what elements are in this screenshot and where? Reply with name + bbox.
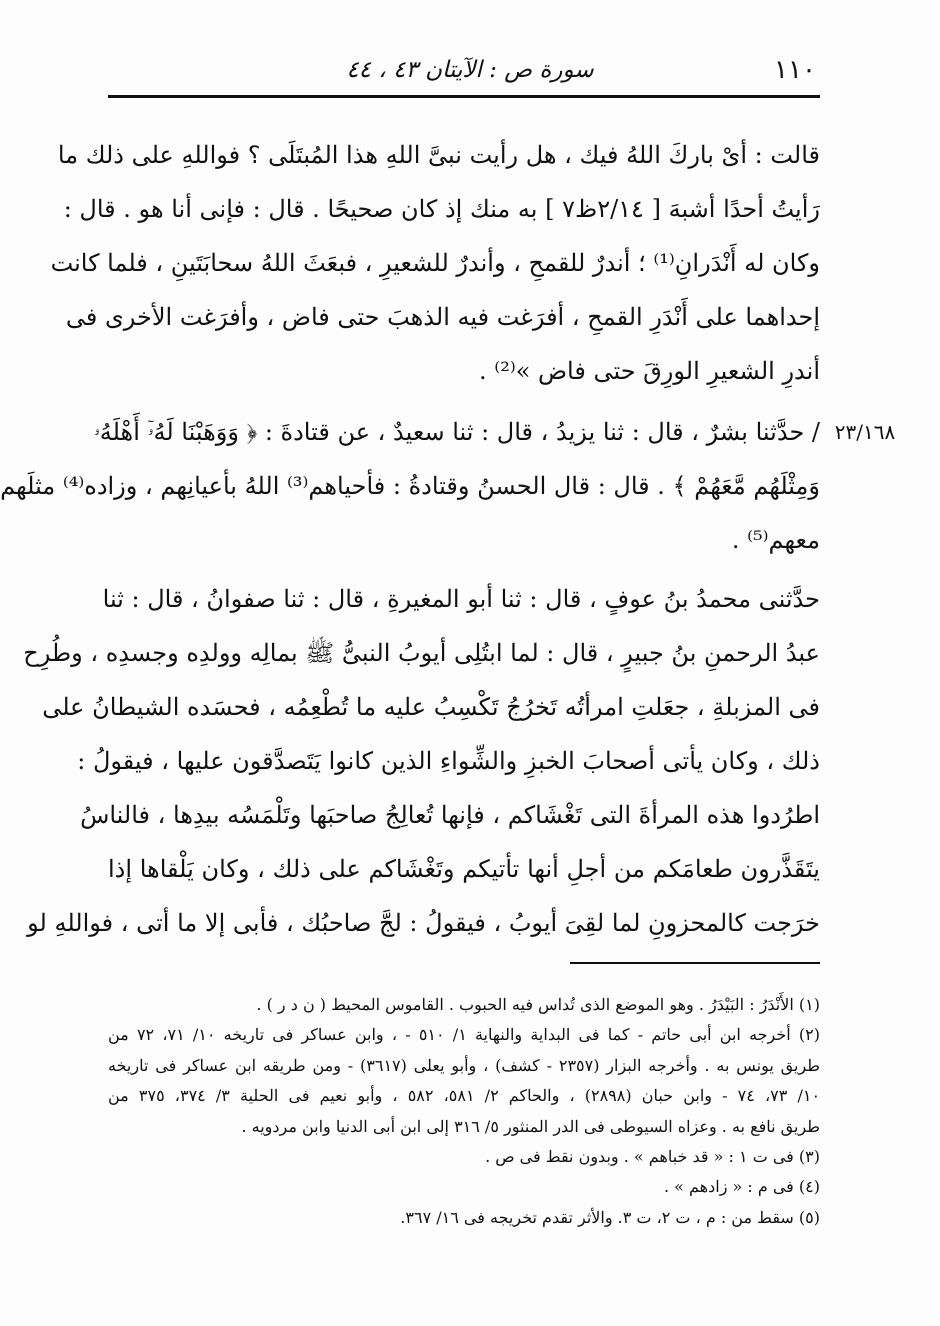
marginal-page-reference: ٢٣/١٦٨ [834, 420, 896, 444]
footnote-line: (٤) فى م : « زادهم » . [663, 1177, 820, 1197]
page-number: ١١٠ [774, 55, 816, 85]
paragraph-3 [23, 572, 820, 950]
footnote-line: (٢) أخرجه ابن أبى حاتم - كما فى البداية والنهاية ١/ ٥١٠ - ، وابن عساكر فى تاريخه ١٠/ ٧١، ٧٢ من [108, 1025, 820, 1045]
text-line: ذلك ، وكان يأتى أصحابَ الخبزِ والشِّواءِ الذين كانوا يَتَصدَّقون عليها ، فيقولُ : [77, 747, 820, 775]
footnote-line: (٣) فى ت ١ : « قد خباهم » . وبدون نقط فى ص . [485, 1146, 820, 1166]
footnote-line: (٥) سقط من : م ، ت ٢، ت ٣. والأثر تقدم تخريجه فى ١٦/ ٣٦٧. [400, 1207, 820, 1227]
footnote-line: (١) الأَنْدَرُ : البَيْدَرُ . وهو الموضع الذى تُداس فيه الحبوب . القاموس المحيط ( ن د ر ) . [256, 995, 820, 1014]
text-line: خرَجت كالمحزونِ لما لقِىَ أيوبُ ، فيقولُ : لجَّ صاحبُك ، فأبى إلا ما أتى ، فواللهِ لو [27, 909, 820, 937]
text-line: فى المزبلةِ ، جعَلتِ امرأتُه تَخرُجُ تَكْسِبُ عليه ما تُطْعِمُه ، فحسَده الشيطانُ على [42, 693, 820, 721]
footnote-divider [570, 962, 820, 964]
text-line: عبدُ الرحمنِ بنُ جبيرٍ ، قال : لما ابتُلِى أيوبُ النبىُّ ﷺ بمالِه وولدِه وجسدِه ، وطُرِح [23, 639, 820, 667]
text-line: وَمِثْلَهُم مَّعَهُمْ ﴾ . قال : قال الحسنُ وقتادةُ : فأحياهم⁽³⁾ اللهُ بأعيانِهم ، وزاده⁽⁴⁾ مثلَهم [0, 472, 820, 500]
running-head: سورة ص : الآيتان ٤٣ ، ٤٤ [346, 57, 594, 83]
text-line: / حدَّثنا بشرٌ ، قال : ثنا يزيدُ ، قال : ثنا سعيدٌ ، عن قتادةَ : ﴿ وَوَهَبْنَا لَهُۥٓ أَهْلَهُۥ [93, 418, 820, 446]
text-line: قالت : أىْ باركَ اللهُ فيك ، هل رأيت نبىَّ اللهِ هذا المُبتَلَى ؟ فواللهِ على ذلك ما [57, 141, 820, 169]
text-line: اطرُدوا هذه المرأةَ التى تَغْشَاكم ، فإنها تُعالِجُ صاحبَها وتَلْمَسُه بيدِها ، فالناسُ [80, 801, 820, 829]
text-line: رَأيتُ أحدًا أشبهَ [ ٢/١٤ظ٧ ] به منك إذ كان صحيحًا . قال : فإنى أنا هو . قال : [63, 195, 820, 223]
text-line: معهم⁽⁵⁾ . [731, 526, 820, 554]
header-divider [108, 95, 820, 98]
footnote-line: طريق يونس به . وأخرجه البزار (٢٣٥٧ - كشف) ، وأبو يعلى (٣٦١٧) - ومن طريقه ابن عساكر فى تاريخه [108, 1055, 821, 1075]
footnote-line: طريق نافع به . وعزاه السيوطى فى الدر المنثور ٥/ ٣١٦ إلى ابن أبى الدنيا وابن مردويه . [241, 1116, 820, 1136]
paragraph-1 [50, 128, 820, 398]
paragraph-2 [0, 405, 820, 567]
text-line: حدَّثنى محمدُ بنُ عوفٍ ، قال : ثنا أبو المغيرةِ ، قال : ثنا صفوانُ ، قال : ثنا [102, 585, 820, 613]
footnotes [108, 990, 820, 1233]
text-line: إحداهما على أَنْدَرِ القمحِ ، أفرَغت فيه الذهبَ حتى فاض ، وأفرَغت الأخرى فى [65, 303, 820, 331]
text-line: وكان له أَنْدَرانِ⁽¹⁾ ؛ أندرٌ للقمحِ ، وأندرٌ للشعيرِ ، فبعَثَ اللهُ سحابَتَينِ ، فلما كانت [50, 249, 820, 277]
text-line: أندرِ الشعيرِ الورِقَ حتى فاض »⁽²⁾ . [479, 357, 820, 385]
footnote-line: ١٠/ ٧٣، ٧٤ - وابن حبان (٢٨٩٨) ، والحاكم ٢/ ٥٨١، ٥٨٢ ، وأبو نعيم فى الحلية ٣/ ٣٧٤، ٣٧٥ من [108, 1086, 821, 1106]
text-line: يتَقَذَّرون طعامَكم من أجلِ أنها تأتيكم وتَغْشَاكم على ذلك ، وكان يَلْقاها إذا [108, 855, 820, 883]
